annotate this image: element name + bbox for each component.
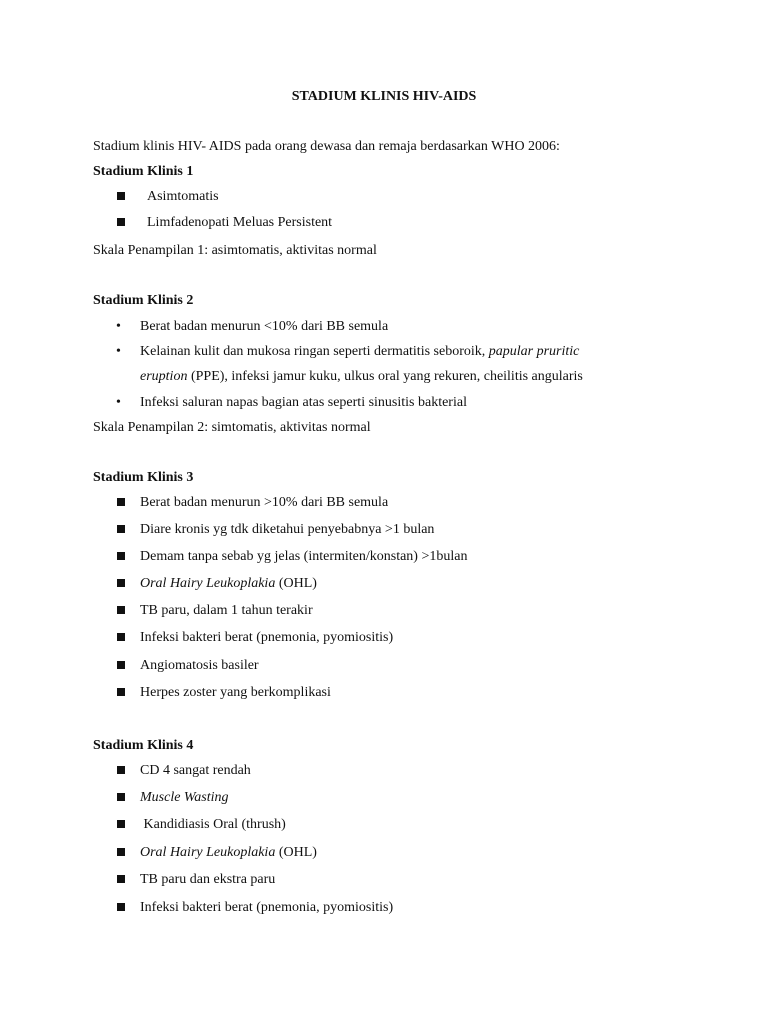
stage2-item2-text-cont: (PPE), infeksi jamur kuku, ulkus oral yang rekuren, cheilitis angularis (187, 369, 583, 384)
square-bullet-icon (117, 875, 125, 883)
stage4-item: Infeksi bakteri berat (pnemonia, pyomiositis) (140, 900, 394, 915)
stage2-item (140, 343, 579, 361)
square-bullet-icon (117, 579, 125, 587)
stage3-item: Infeksi bakteri berat (pnemonia, pyomiositis) (140, 630, 394, 645)
square-bullet-icon (117, 793, 125, 801)
stage2-item: Infeksi saluran napas bagian atas seperti sinusitis bakterial (140, 395, 467, 410)
stage4-item (140, 844, 317, 862)
round-bullet-icon: • (116, 395, 121, 410)
stage3-item4-rest: (OHL) (275, 576, 317, 591)
square-bullet-icon (117, 633, 125, 641)
stage4-item4-italic: Oral Hairy Leukoplakia (140, 845, 276, 860)
stage4-item: Kandidiasis Oral (thrush) (140, 817, 286, 832)
intro-text: Stadium klinis HIV- AIDS pada orang dewasa dan remaja berdasarkan WHO 2006: (93, 139, 560, 154)
square-bullet-icon (117, 192, 125, 200)
square-bullet-icon (117, 688, 125, 696)
square-bullet-icon (117, 766, 125, 774)
stage2-item-continued (140, 368, 583, 386)
square-bullet-icon (117, 218, 125, 226)
stage4-item: TB paru dan ekstra paru (140, 872, 276, 887)
round-bullet-icon: • (116, 344, 121, 359)
page-title: STADIUM KLINIS HIV-AIDS (291, 89, 477, 104)
stage1-item: Limfadenopati Meluas Persistent (147, 215, 333, 230)
stage4-heading: Stadium Klinis 4 (93, 738, 194, 753)
stage2-scale: Skala Penampilan 2: simtomatis, aktivitas normal (93, 420, 371, 435)
stage1-item: Asimtomatis (147, 189, 219, 204)
stage4-item4-rest: (OHL) (275, 845, 317, 860)
stage3-item: Herpes zoster yang berkomplikasi (140, 685, 331, 700)
square-bullet-icon (117, 820, 125, 828)
stage3-item (140, 575, 317, 593)
stage3-item: Berat badan menurun >10% dari BB semula (140, 495, 389, 510)
stage4-item (140, 789, 229, 807)
stage1-scale: Skala Penampilan 1: asimtomatis, aktivitas normal (93, 243, 377, 258)
stage2-item2-text: Kelainan kulit dan mukosa ringan seperti dermatitis seboroik, (140, 344, 489, 359)
stage3-item: Demam tanpa sebab yg jelas (intermiten/konstan) >1bulan (140, 549, 468, 564)
stage3-item: TB paru, dalam 1 tahun terakir (140, 603, 313, 618)
square-bullet-icon (117, 498, 125, 506)
stage3-heading: Stadium Klinis 3 (93, 470, 194, 485)
stage1-heading: Stadium Klinis 1 (93, 164, 194, 179)
square-bullet-icon (117, 606, 125, 614)
stage3-item: Angiomatosis basiler (140, 658, 259, 673)
round-bullet-icon: • (116, 319, 121, 334)
stage2-item2-italic-cont: eruption (140, 369, 188, 384)
stage4-item2-italic: Muscle Wasting (140, 790, 229, 805)
stage3-item4-italic: Oral Hairy Leukoplakia (140, 576, 276, 591)
stage3-item: Diare kronis yg tdk diketahui penyebabnya >1 bulan (140, 522, 435, 537)
square-bullet-icon (117, 661, 125, 669)
square-bullet-icon (117, 525, 125, 533)
stage2-item: Berat badan menurun <10% dari BB semula (140, 319, 389, 334)
square-bullet-icon (117, 848, 125, 856)
stage2-item2-italic: papular pruritic (488, 344, 580, 359)
stage2-heading: Stadium Klinis 2 (93, 293, 194, 308)
square-bullet-icon (117, 552, 125, 560)
square-bullet-icon (117, 903, 125, 911)
stage4-item: CD 4 sangat rendah (140, 763, 251, 778)
